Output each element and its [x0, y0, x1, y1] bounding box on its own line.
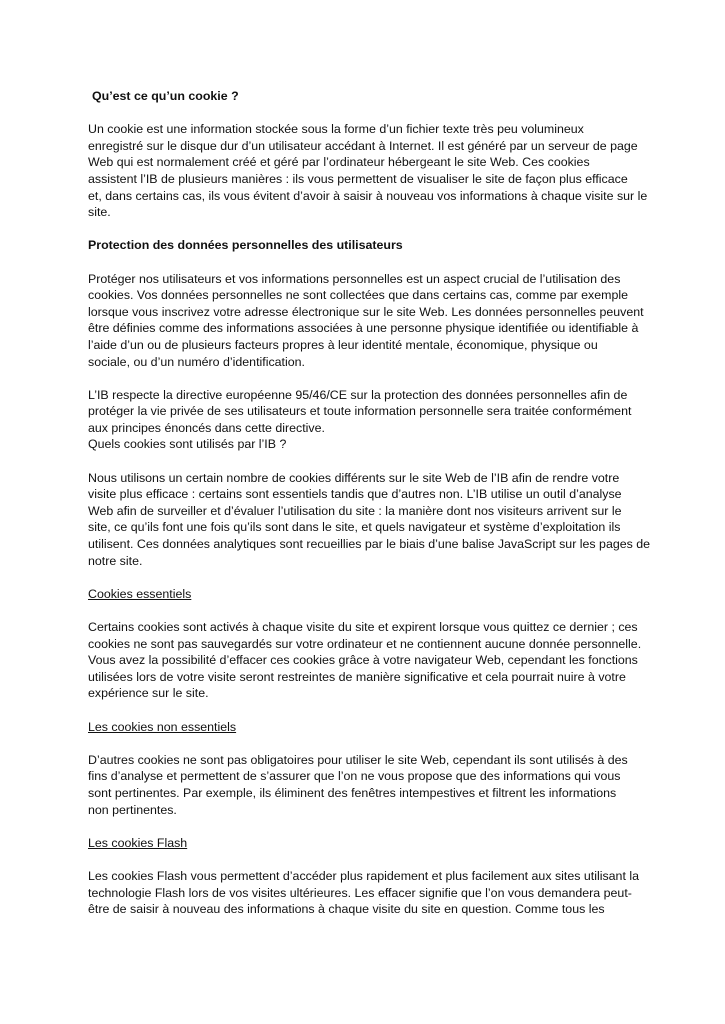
text-line: protéger la vie privée de ses utilisateurs et toute information personnelle sera traitée conformément: [88, 404, 632, 419]
text-line: être de saisir à nouveau des informations à chaque visite du site en question. Comme tous les: [88, 902, 605, 917]
text-line: site.: [88, 205, 111, 220]
text-line: Un cookie est une information stockée sous la forme d’un fichier texte très peu volumineux: [88, 122, 584, 137]
text-line: site, ce qu’ils font une fois qu’ils sont dans le site, et quels navigateur et système d’exploitation ils: [88, 520, 621, 535]
text-line: Web qui est normalement créé et géré par l’ordinateur hébergeant le site Web. Ces cookies: [88, 155, 590, 170]
text-line: visite plus efficace : certains sont essentiels tandis que d’autres non. L’IB utilise un outil d’analyse: [88, 487, 622, 502]
flash-cookies-heading: Les cookies Flash: [88, 835, 188, 850]
text-line: Les cookies Flash vous permettent d’accéder plus rapidement et plus facilement aux sites utilisant la: [88, 868, 639, 883]
protection-heading: Protection des données personnelles des utilisateurs: [88, 238, 403, 253]
text-line: utilisent. Ces données analytiques sont recueillies par le biais d’une balise JavaScript sur les pages de: [88, 537, 651, 552]
text-line: aux principes énoncés dans cette directive.: [88, 420, 325, 435]
protection-paragraph: [88, 271, 644, 371]
text-line: D’autres cookies ne sont pas obligatoires pour utiliser le site Web, cependant ils sont utilisés à des: [88, 752, 628, 767]
essential-cookies-paragraph: [88, 619, 640, 702]
nonessential-cookies-heading: Les cookies non essentiels: [88, 719, 237, 734]
text-line: non pertinentes.: [88, 802, 177, 817]
text-line: notre site.: [88, 553, 143, 568]
text-line: lorsque vous inscrivez votre adresse électronique sur le site Web. Les données personnelles peuvent: [88, 304, 644, 319]
document-page: [88, 88, 651, 918]
essential-cookies-heading: Cookies essentiels: [88, 586, 192, 601]
text-line: technologie Flash lors de vos visites ultérieures. Les effacer signifie que l’on vous demandera peut-: [88, 885, 632, 900]
text-line: Certains cookies sont activés à chaque visite du site et expirent lorsque vous quittez ce dernier ; ces: [88, 620, 638, 634]
text-line: enregistré sur le disque dur d’un utilisateur accédant à Internet. Il est généré par un serveur de page: [88, 138, 638, 153]
text-line: fins d’analyse et permettent de s’assurer que l’on ne vous propose que des informations qui vous: [88, 769, 621, 784]
text-line: utilisées lors de votre visite seront restreintes de manière significative et cela pourrait nuire à votre: [88, 669, 626, 684]
text-line: L’IB respecte la directive européenne 95/46/CE sur la protection des données personnelles afin de: [88, 387, 628, 402]
intro-paragraph: [88, 121, 648, 221]
text-line: et, dans certains cas, ils vous évitent d’avoir à saisir à nouveau vos informations à chaque visite sur le: [88, 188, 648, 203]
directive-paragraph: [88, 387, 640, 453]
text-line: Nous utilisons un certain nombre de cookies différents sur le site Web de l’IB afin de rendre votre: [88, 470, 620, 485]
text-line: être définies comme des informations associées à une personne physique identifiée ou identifiable à: [88, 321, 639, 336]
text-line: cookies ne sont pas sauvegardés sur votre ordinateur et ne contiennent aucune donnée personnelle.: [88, 636, 642, 651]
text-line: Vous avez la possibilité d’effacer ces cookies grâce à votre navigateur Web, cependant les fonctions: [88, 653, 638, 668]
usage-paragraph: [88, 470, 651, 570]
text-line: Web afin de surveiller et d’évaluer l’utilisation du site : la manière dont nos visiteurs arrivent sur le: [88, 503, 622, 518]
text-line: assistent l’IB de plusieurs manières : ils vous permettent de visualiser le site de façon plus efficace: [88, 171, 628, 186]
text-line: expérience sur le site.: [88, 686, 209, 701]
text-line: Protéger nos utilisateurs et vos informations personnelles est un aspect crucial de l’utilisation des: [88, 271, 621, 286]
text-line: sont pertinentes. Par exemple, ils éliminent des fenêtres intempestives et filtrent les informations: [88, 785, 617, 800]
text-line: Quels cookies sont utilisés par l’IB ?: [88, 437, 287, 452]
nonessential-cookies-paragraph: [88, 752, 640, 818]
page-title: Qu’est ce qu’un cookie ?: [92, 89, 239, 103]
flash-cookies-paragraph: [88, 868, 640, 918]
text-line: cookies. Vos données personnelles ne sont collectées que dans certains cas, comme par exemple: [88, 288, 628, 303]
text-line: l’aide d’un ou de plusieurs facteurs propres à leur identité mentale, économique, physique ou: [88, 337, 598, 352]
text-line: sociale, ou d’un numéro d’identification.: [88, 354, 305, 369]
